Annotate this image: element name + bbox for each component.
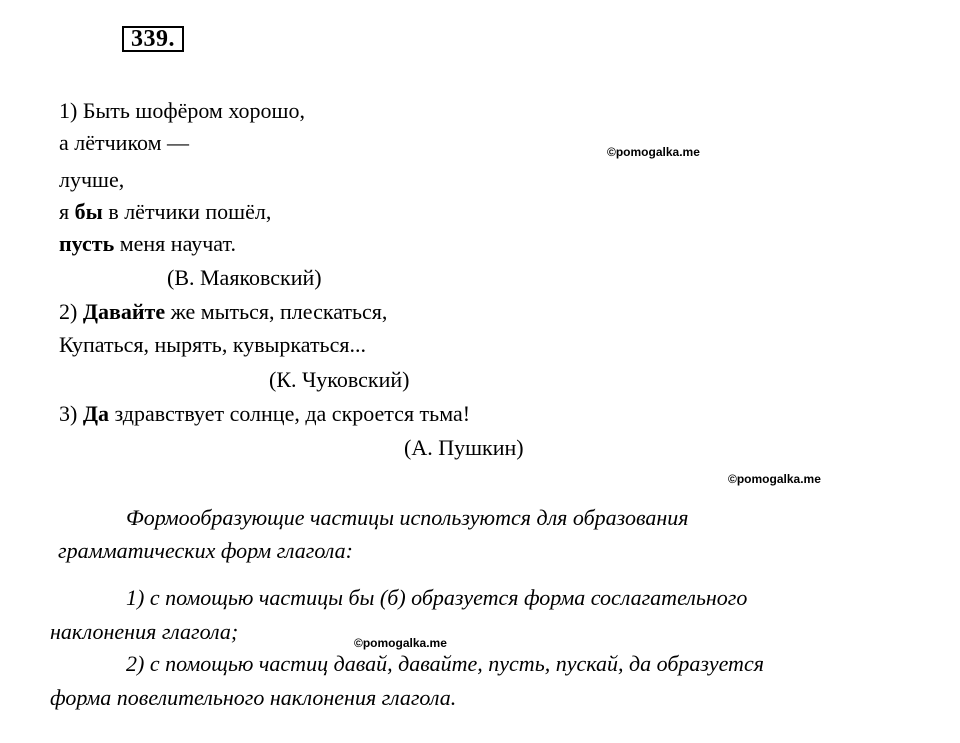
poem-line-2: а лётчиком — bbox=[59, 130, 190, 155]
particle-by: бы bbox=[74, 199, 103, 224]
author-mayakovsky: (В. Маяковский) bbox=[167, 265, 322, 290]
particle-davaite: Давайте bbox=[82, 299, 166, 324]
watermark-2: ©pomogalka.me bbox=[728, 472, 821, 486]
poem-line-7: Купаться, нырять, кувыркаться... bbox=[59, 332, 366, 357]
rule-intro-line-1: Формообразующие частицы используются для образования bbox=[126, 505, 689, 530]
rule-item-1-line-1: 1) с помощью частицы бы (б) образуется форма сослагательного bbox=[126, 585, 748, 610]
rule-item-1-line-2: наклонения глагола; bbox=[50, 619, 239, 644]
author-chukovsky: (К. Чуковский) bbox=[269, 367, 410, 392]
author-pushkin: (А. Пушкин) bbox=[404, 435, 524, 460]
rule-item-2-line-2: форма повелительного наклонения глагола. bbox=[50, 685, 457, 710]
poem-line-1: 1) Быть шофёром хорошо, bbox=[59, 98, 305, 123]
poem-line-3: лучше, bbox=[59, 167, 125, 192]
watermark-1: ©pomogalka.me bbox=[607, 145, 700, 159]
poem-line-4: я бы в лётчики пошёл, bbox=[59, 199, 272, 224]
rule-intro-line-2: грамматических форм глагола: bbox=[58, 538, 353, 563]
watermark-3: ©pomogalka.me bbox=[354, 636, 447, 650]
rule-item-2-line-1: 2) с помощью частиц давай, давайте, пусть, пускай, да образуется bbox=[126, 651, 764, 676]
exercise-number: 339. bbox=[122, 26, 184, 52]
poem-line-6: 2) Давайте же мыться, плескаться, bbox=[59, 299, 388, 324]
particle-da: Да bbox=[82, 401, 109, 426]
poem-line-5: пусть меня научат. bbox=[59, 231, 236, 256]
particle-pust: пусть bbox=[59, 231, 115, 256]
poem-line-8: 3) Да здравствует солнце, да скроется тьма! bbox=[59, 401, 471, 426]
